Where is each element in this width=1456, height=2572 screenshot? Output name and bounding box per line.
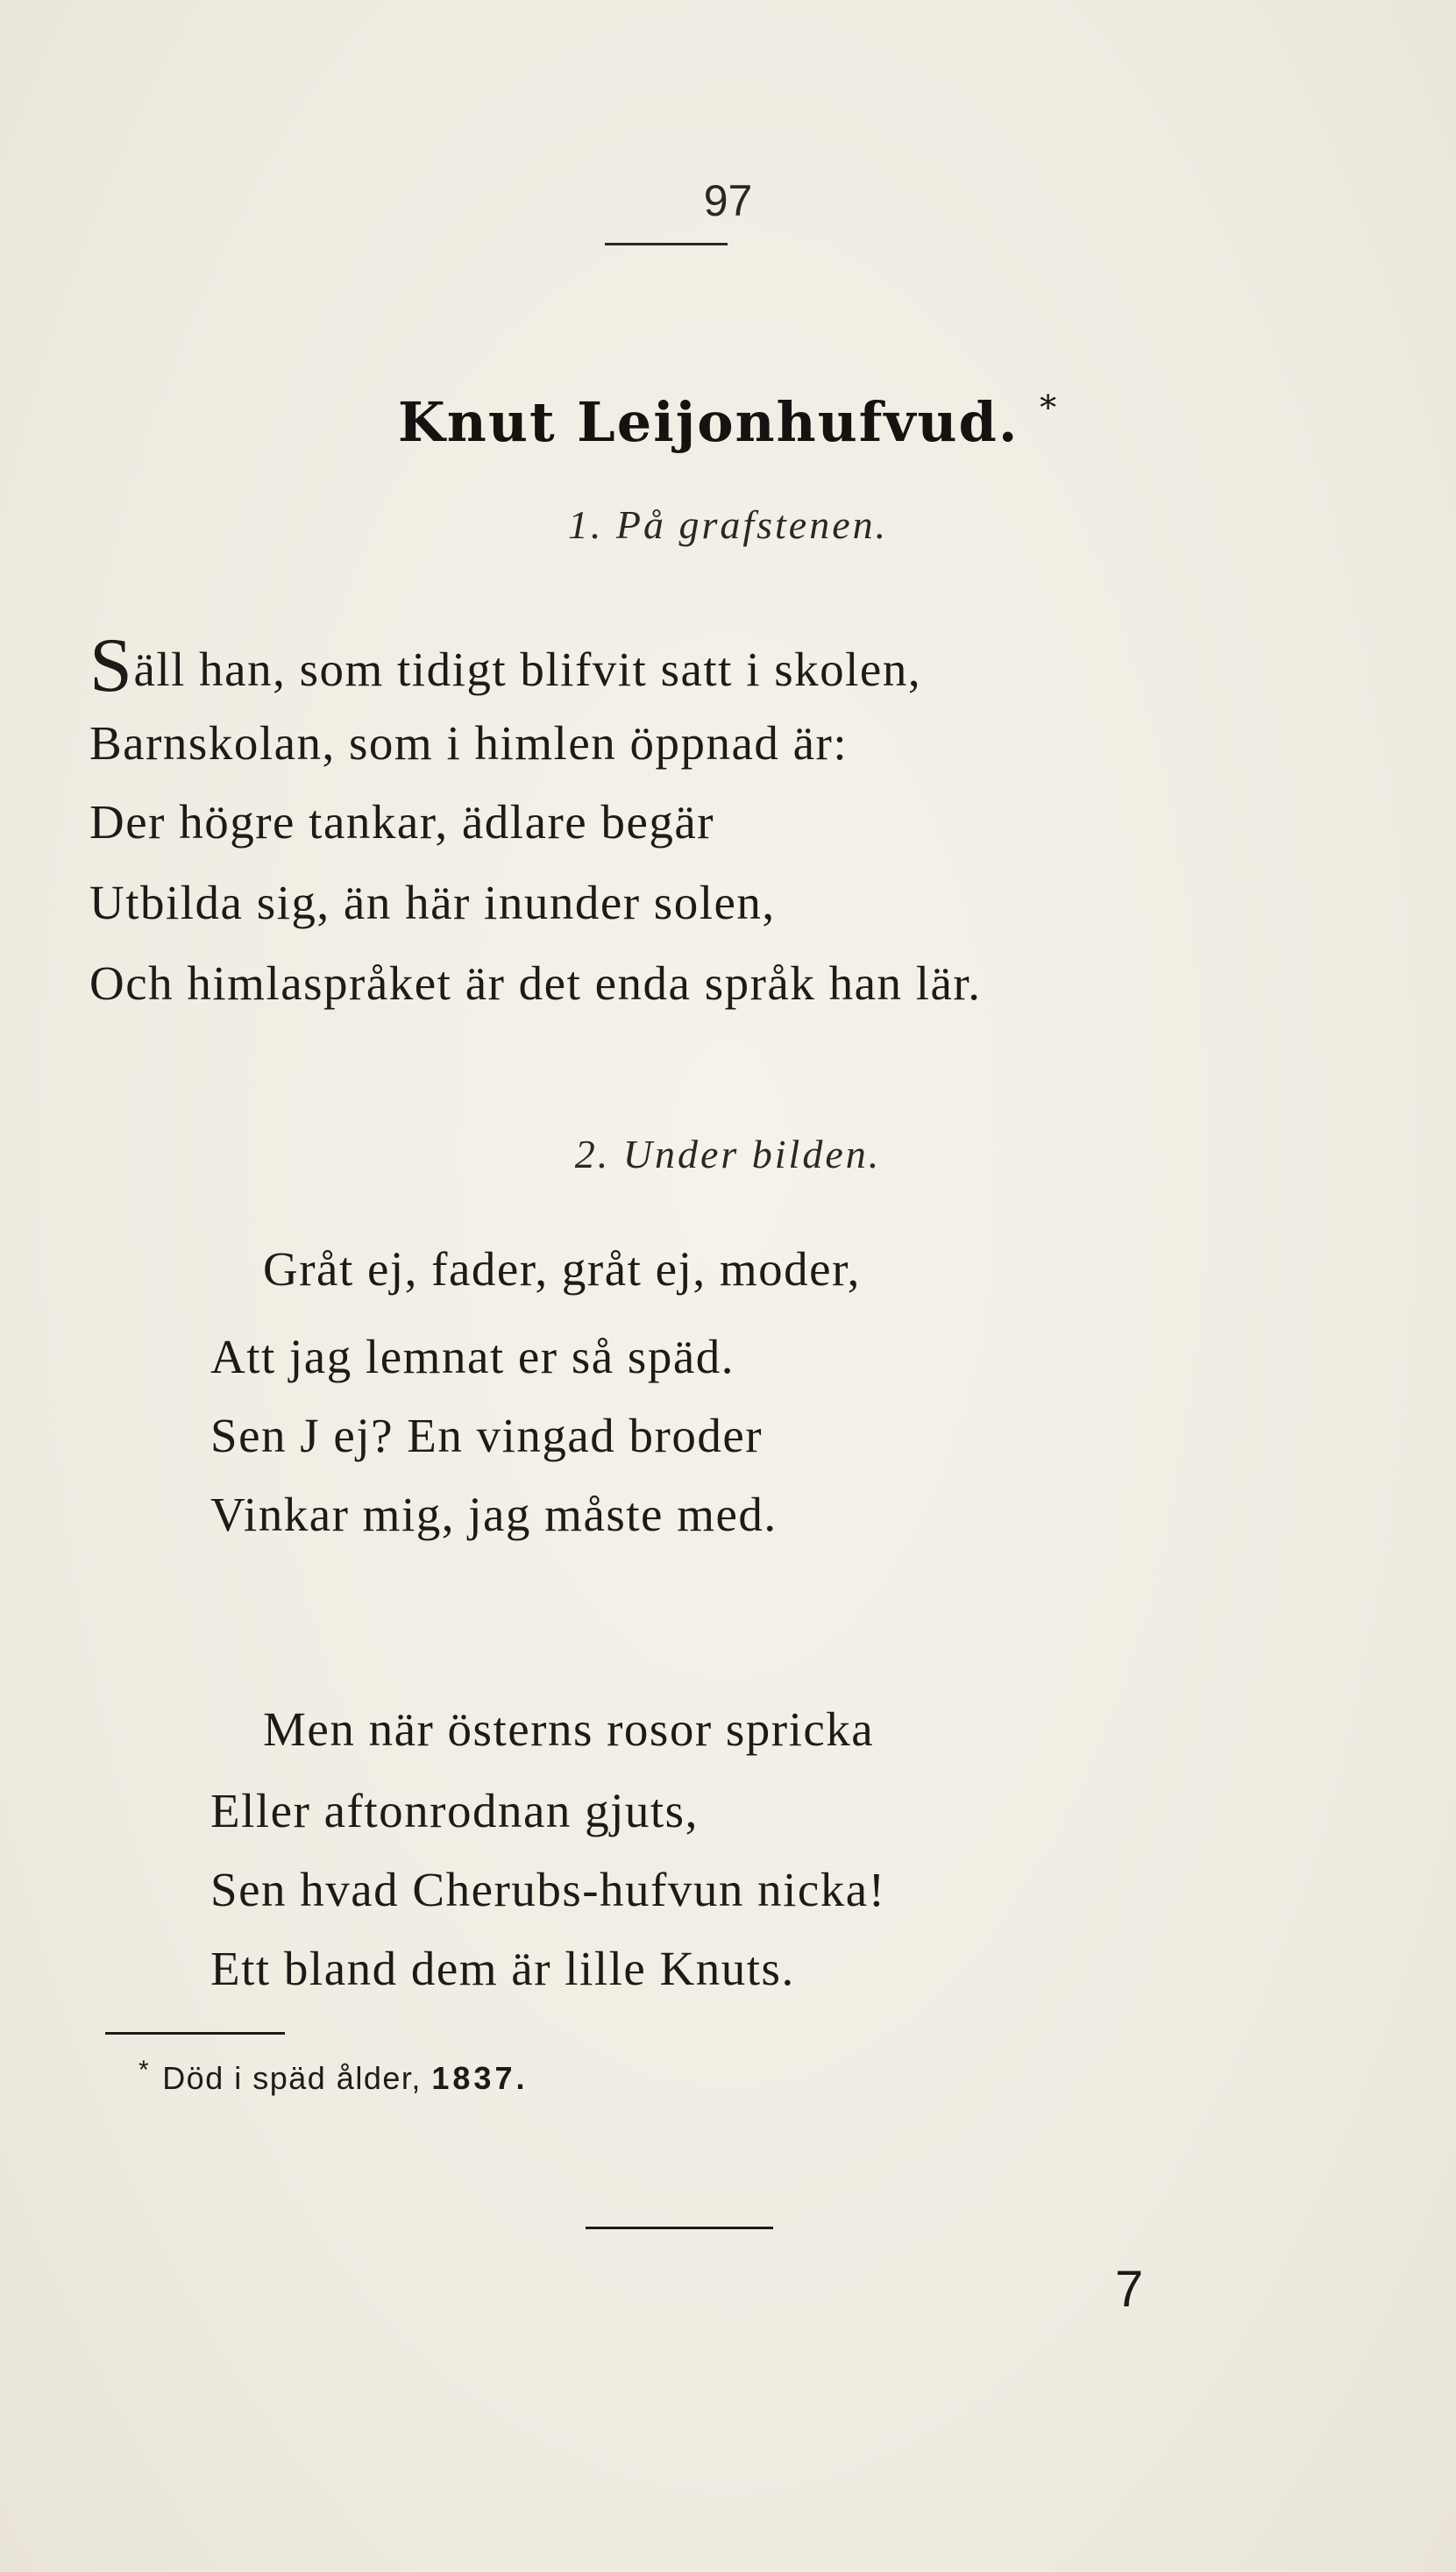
poem-title — [0, 390, 1456, 454]
section-heading-2: 2. Under bilden. — [574, 1132, 882, 1176]
section-heading-1: 1. På grafstenen. — [567, 502, 889, 547]
verse-line-3: Der högre tankar, ädlare begär — [89, 795, 715, 849]
footnote-marker: * — [138, 2056, 151, 2085]
stanza1-line-3: Sen J ej? En vingad broder — [210, 1409, 764, 1462]
footnote — [138, 2056, 529, 2097]
page-number: 97 — [703, 176, 753, 225]
footnote-year: 1837. — [431, 2060, 529, 2096]
verse-line-2: Barnskolan, som i himlen öppnad är: — [89, 716, 849, 770]
stanza2-line-3: Sen hvad Cherubs-hufvun nicka! — [210, 1863, 886, 1916]
title-footnote-marker: * — [1040, 388, 1059, 427]
drop-cap: S — [89, 623, 134, 708]
poem-title-text: Knut Leijonhufvud. — [397, 390, 1019, 454]
stanza2-line-2: Eller aftonrodnan gjuts, — [210, 1784, 699, 1837]
signature-rule — [586, 2227, 773, 2229]
stanza1-line-2: Att jag lemnat er så späd. — [210, 1330, 735, 1383]
stanza2-line-4: Ett bland dem är lille Knuts. — [210, 1942, 795, 1995]
page-number-rule — [605, 243, 728, 245]
verse-line-1 — [89, 623, 922, 708]
footnote-text: Död i späd ålder, — [162, 2060, 422, 2096]
verse-line-4: Utbilda sig, än här inunder solen, — [89, 876, 776, 929]
verse-line-1-text: äll han, som tidigt blifvit satt i skolen, — [133, 643, 922, 696]
stanza2-line-1: Men när österns rosor spricka — [263, 1702, 875, 1756]
signature-mark: 7 — [1115, 2261, 1144, 2318]
stanza1-line-1: Gråt ej, fader, gråt ej, moder, — [263, 1242, 861, 1296]
footnote-rule — [105, 2032, 285, 2035]
stanza1-line-4: Vinkar mig, jag måste med. — [210, 1488, 778, 1541]
verse-line-5: Och himlaspråket är det enda språk han lär. — [89, 956, 982, 1010]
